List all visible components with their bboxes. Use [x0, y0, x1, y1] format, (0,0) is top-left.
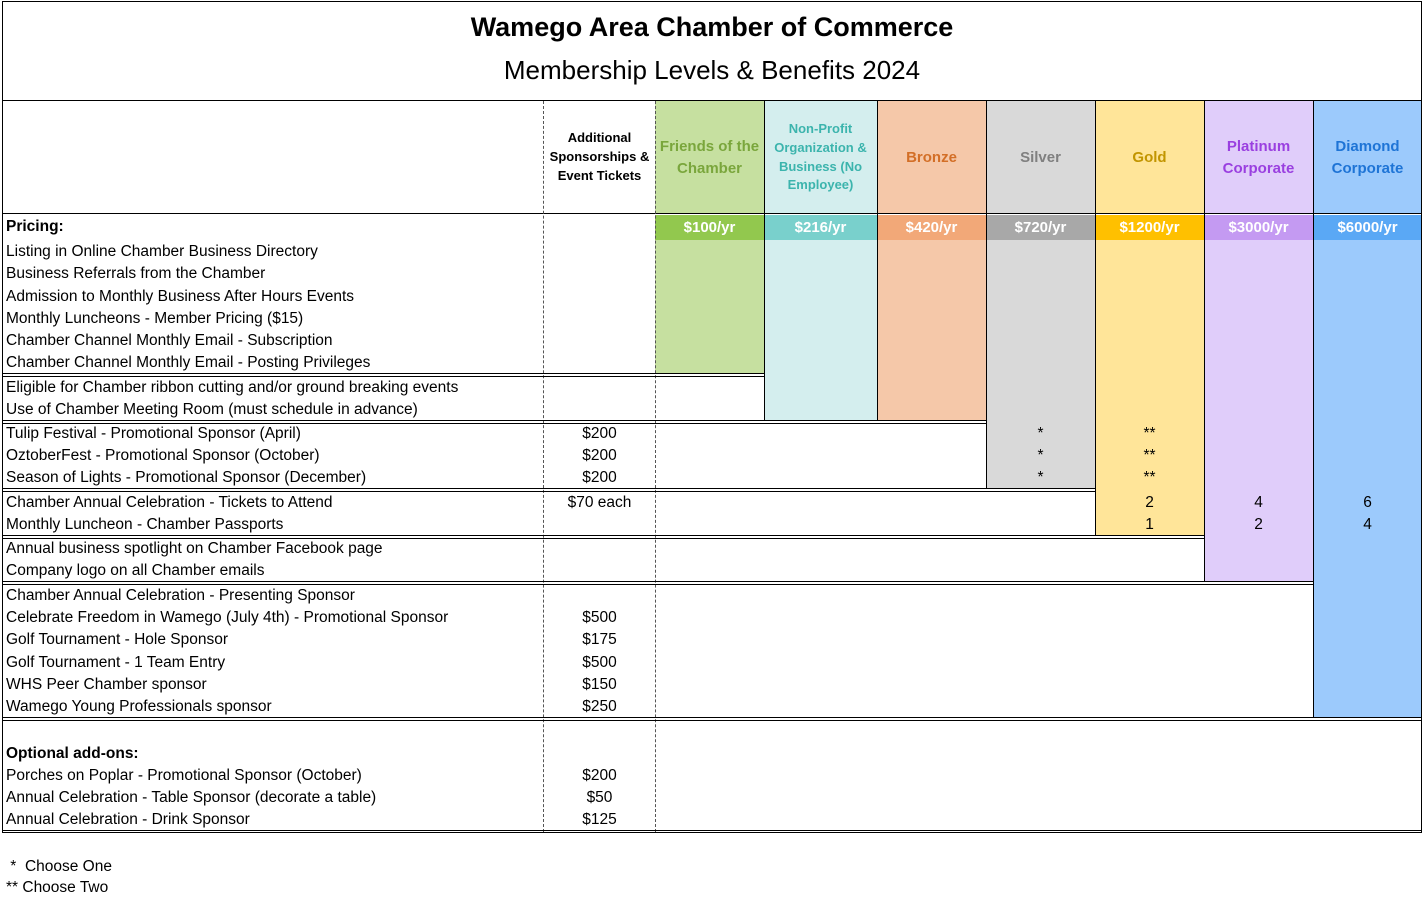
addons-heading: Optional add-ons: [6, 745, 139, 762]
price-diamond: $6000/yr [1313, 215, 1422, 240]
footnote-choose-one: * Choose One [6, 858, 112, 875]
group-divider [2, 491, 1095, 492]
benefit-label: Season of Lights - Promotional Sponsor (December) [6, 469, 367, 486]
diamond-count: 4 [1363, 516, 1372, 533]
header-bronze: Bronze [906, 148, 957, 166]
column-divider [1313, 101, 1314, 718]
header-gold: Gold [1132, 148, 1167, 166]
benefit-label: Monthly Luncheons - Member Pricing ($15) [6, 310, 304, 327]
group-divider [2, 830, 1422, 831]
column-divider [655, 101, 656, 832]
benefit-label: Chamber Channel Monthly Email - Subscription [6, 332, 333, 349]
addl-price: $200 [582, 425, 617, 442]
benefit-label: OztoberFest - Promotional Sponsor (October) [6, 447, 320, 464]
addon-label: Annual Celebration - Drink Sponsor [6, 811, 250, 828]
benefit-label: Chamber Channel Monthly Email - Posting Privileges [6, 354, 371, 371]
column-divider [986, 101, 987, 489]
benefit-label: Company logo on all Chamber emails [6, 562, 265, 579]
addon-price: $125 [582, 811, 617, 828]
platinum-count: 2 [1254, 516, 1263, 533]
price-platinum: $3000/yr [1204, 215, 1313, 240]
divider [2, 100, 1422, 101]
header-nonprofit: Non-Profit Organization & Business (No Employee) [774, 120, 867, 193]
divider [2, 213, 1422, 214]
addl-price: $250 [582, 698, 617, 715]
header-platinum: Platinum Corporate [1222, 137, 1295, 177]
gold-count: 1 [1145, 516, 1154, 533]
silver-mark: * [1037, 469, 1044, 486]
addl-price: $500 [582, 609, 617, 626]
page-title: Wamego Area Chamber of Commerce [470, 12, 954, 42]
group-divider [2, 488, 1095, 489]
price-gold: $1200/yr [1095, 215, 1204, 240]
addl-price: $70 each [567, 494, 632, 511]
price-nonprofit: $216/yr [764, 215, 877, 240]
header-additional: Additional Sponsorships & Event Tickets [549, 130, 650, 183]
benefit-label: Chamber Annual Celebration - Tickets to Attend [6, 494, 333, 511]
table-frame [2, 1, 1422, 833]
silver-mark: * [1037, 447, 1044, 464]
footnote-choose-two: ** Choose Two [6, 879, 109, 896]
group-divider [2, 717, 1422, 718]
benefit-label: Eligible for Chamber ribbon cutting and/or ground breaking events [6, 379, 459, 396]
group-divider [2, 584, 1313, 585]
header-friends: Friends of the Chamber [659, 137, 760, 177]
gold-mark: ** [1143, 469, 1156, 486]
addl-price: $175 [582, 631, 617, 648]
benefit-label: Golf Tournament - Hole Sponsor [6, 631, 228, 648]
platinum-count: 4 [1254, 494, 1263, 511]
group-divider [2, 420, 986, 421]
column-divider [764, 101, 765, 421]
diamond-count: 6 [1363, 494, 1372, 511]
benefit-label: Golf Tournament - 1 Team Entry [6, 654, 226, 671]
column-divider [543, 101, 544, 832]
addl-price: $150 [582, 676, 617, 693]
header-diamond: Diamond Corporate [1331, 137, 1404, 177]
column-divider [877, 101, 878, 421]
benefit-label: Admission to Monthly Business After Hours Events [6, 288, 355, 305]
benefit-label: Celebrate Freedom in Wamego (July 4th) - Promotional Sponsor [6, 609, 449, 626]
group-divider [2, 720, 1422, 721]
benefit-label: WHS Peer Chamber sponsor [6, 676, 207, 693]
benefit-label: Monthly Luncheon - Chamber Passports [6, 516, 284, 533]
benefit-label: Chamber Annual Celebration - Presenting Sponsor [6, 587, 355, 604]
benefit-label: Listing in Online Chamber Business Directory [6, 243, 318, 260]
price-friends: $100/yr [655, 215, 764, 240]
silver-mark: * [1037, 425, 1044, 442]
addl-price: $200 [582, 447, 617, 464]
group-divider [2, 373, 764, 374]
addl-price: $200 [582, 469, 617, 486]
group-divider [2, 581, 1313, 582]
group-divider [2, 538, 1204, 539]
addon-price: $50 [586, 789, 613, 806]
pricing-label: Pricing: [6, 218, 64, 235]
header-silver: Silver [1020, 148, 1061, 166]
price-bronze: $420/yr [877, 215, 986, 240]
benefit-label: Business Referrals from the Chamber [6, 265, 266, 282]
gold-mark: ** [1143, 425, 1156, 442]
benefit-label: Use of Chamber Meeting Room (must schedule in advance) [6, 401, 418, 418]
price-silver: $720/yr [986, 215, 1095, 240]
column-divider [1204, 101, 1205, 582]
group-divider [2, 423, 986, 424]
page-subtitle: Membership Levels & Benefits 2024 [503, 55, 921, 85]
addon-label: Porches on Poplar - Promotional Sponsor (October) [6, 767, 362, 784]
gold-count: 2 [1145, 494, 1154, 511]
gold-mark: ** [1143, 447, 1156, 464]
addl-price: $500 [582, 654, 617, 671]
benefit-label: Annual business spotlight on Chamber Facebook page [6, 540, 383, 557]
column-divider [1095, 101, 1096, 536]
benefit-label: Tulip Festival - Promotional Sponsor (April) [6, 425, 301, 442]
addon-price: $200 [582, 767, 617, 784]
benefit-label: Wamego Young Professionals sponsor [6, 698, 272, 715]
addon-label: Annual Celebration - Table Sponsor (decorate a table) [6, 789, 377, 806]
group-divider [2, 376, 764, 377]
group-divider [2, 535, 1204, 536]
